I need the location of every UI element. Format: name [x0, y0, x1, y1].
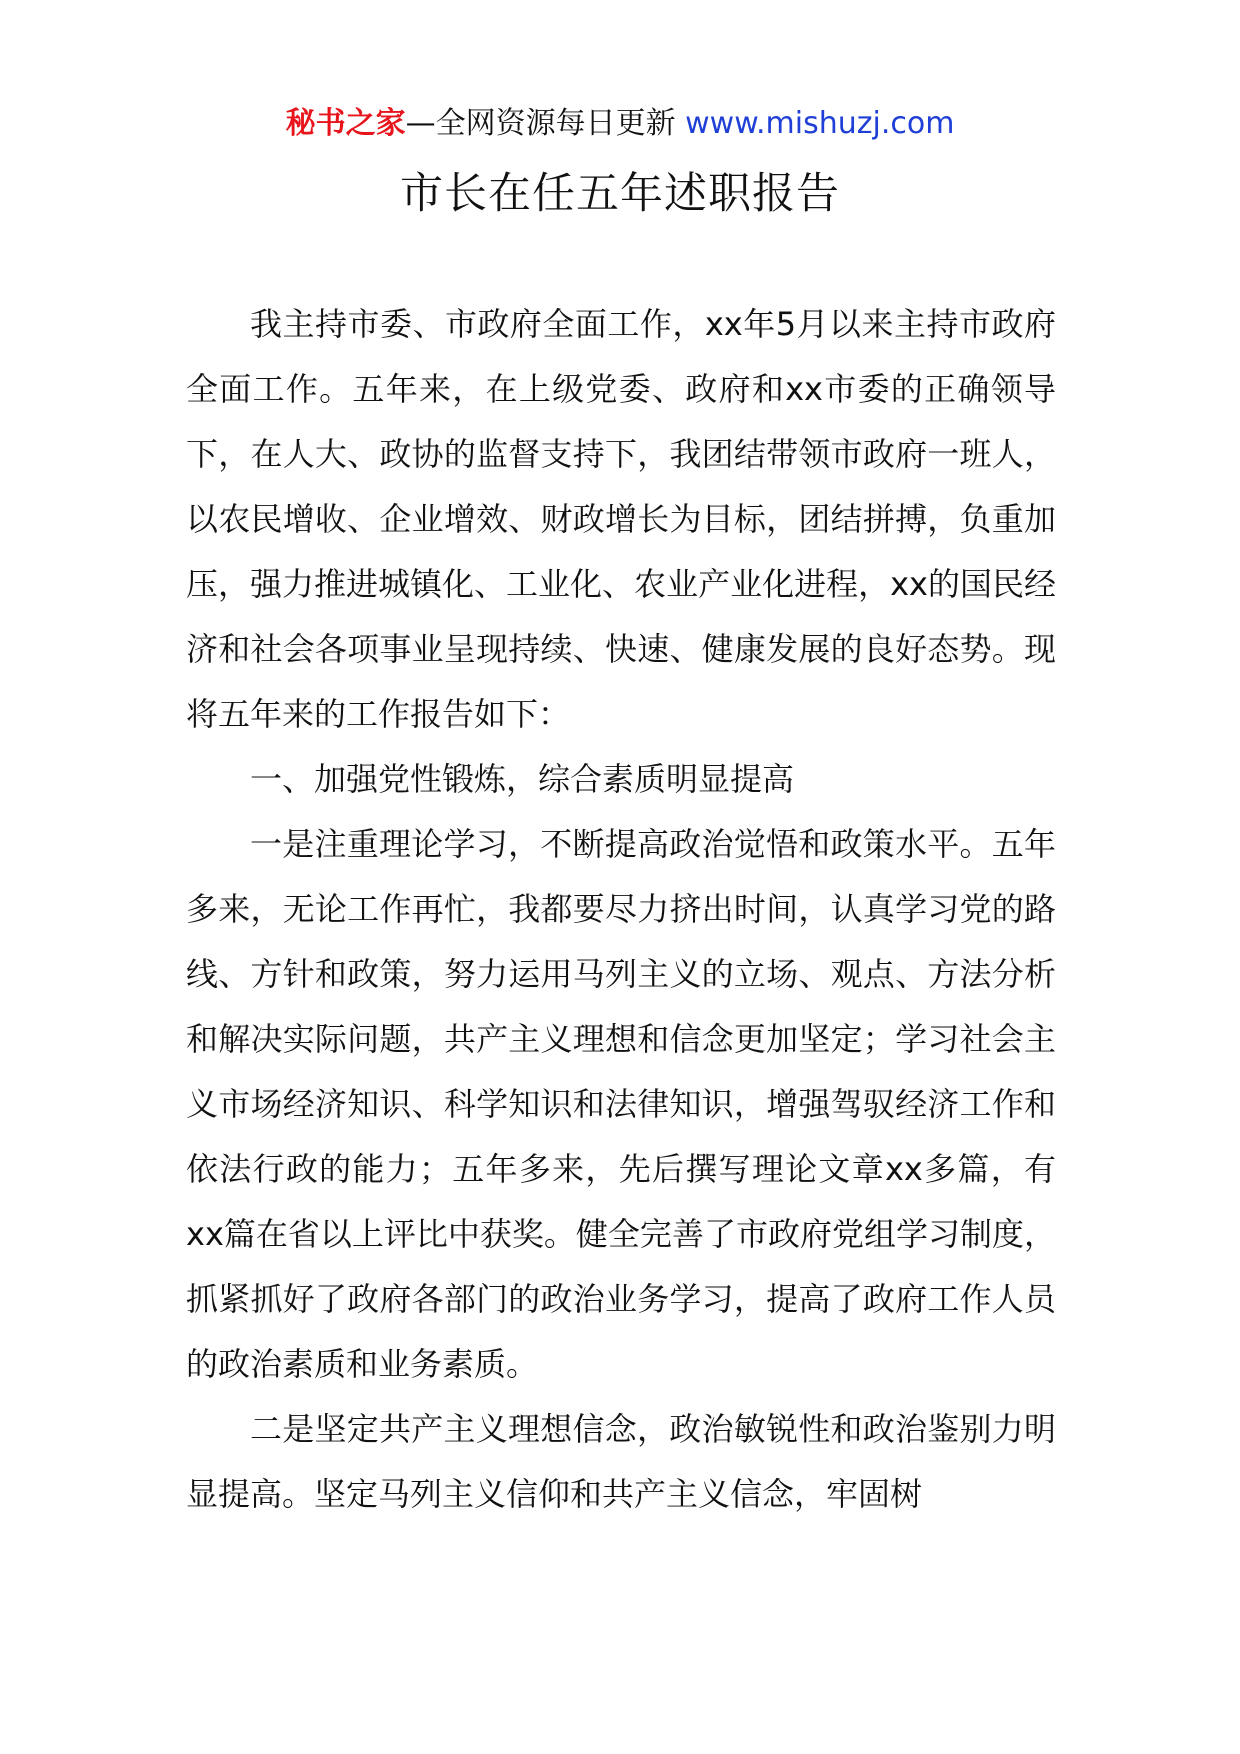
site-brand: 秘书之家	[285, 106, 406, 141]
site-tagline: —全网资源每日更新	[405, 106, 676, 141]
site-url-link[interactable]: www.mishuzj.com	[685, 106, 955, 141]
document-body	[186, 292, 1056, 1527]
document-title: 市长在任五年述职报告	[400, 169, 840, 219]
body-paragraph-1: 一是注重理论学习，不断提高政治觉悟和政策水平。五年多来，无论工作再忙，我都要尽力挤出时间，认真学习党的路线、方针和政策，努力运用马列主义的立场、观点、方法分析和解决实际问题，共产主义理想和信念更加坚定；学习社会主义市场经济知识、科学知识和法律知识，增强驾驭经济工作和依法行政的能力；五年多来，先后撰写理论文章xx多篇，有xx篇在省以上评比中获奖。健全完善了市政府党组学习制度，抓紧抓好了政府各部门的政治业务学习，提高了政府工作人员的政治素质和业务素质。	[186, 825, 1056, 1383]
site-header	[0, 104, 1240, 144]
section-heading: 一、加强党性锻炼，综合素质明显提高	[250, 760, 795, 798]
intro-paragraph: 我主持市委、市政府全面工作，xx年5月以来主持市政府全面工作。五年来，在上级党委、政府和xx市委的正确领导下，在人大、政协的监督支持下，我团结带领市政府一班人，以农民增收、企业增效、财政增长为目标，团结拼搏，负重加压，强力推进城镇化、工业化、农业产业化进程，xx的国民经济和社会各项事业呈现持续、快速、健康发展的良好态势。现将五年来的工作报告如下：	[186, 305, 1056, 733]
body-paragraph-2: 二是坚定共产主义理想信念，政治敏锐性和政治鉴别力明显提高。坚定马列主义信仰和共产主义信念，牢固树	[186, 1410, 1056, 1513]
